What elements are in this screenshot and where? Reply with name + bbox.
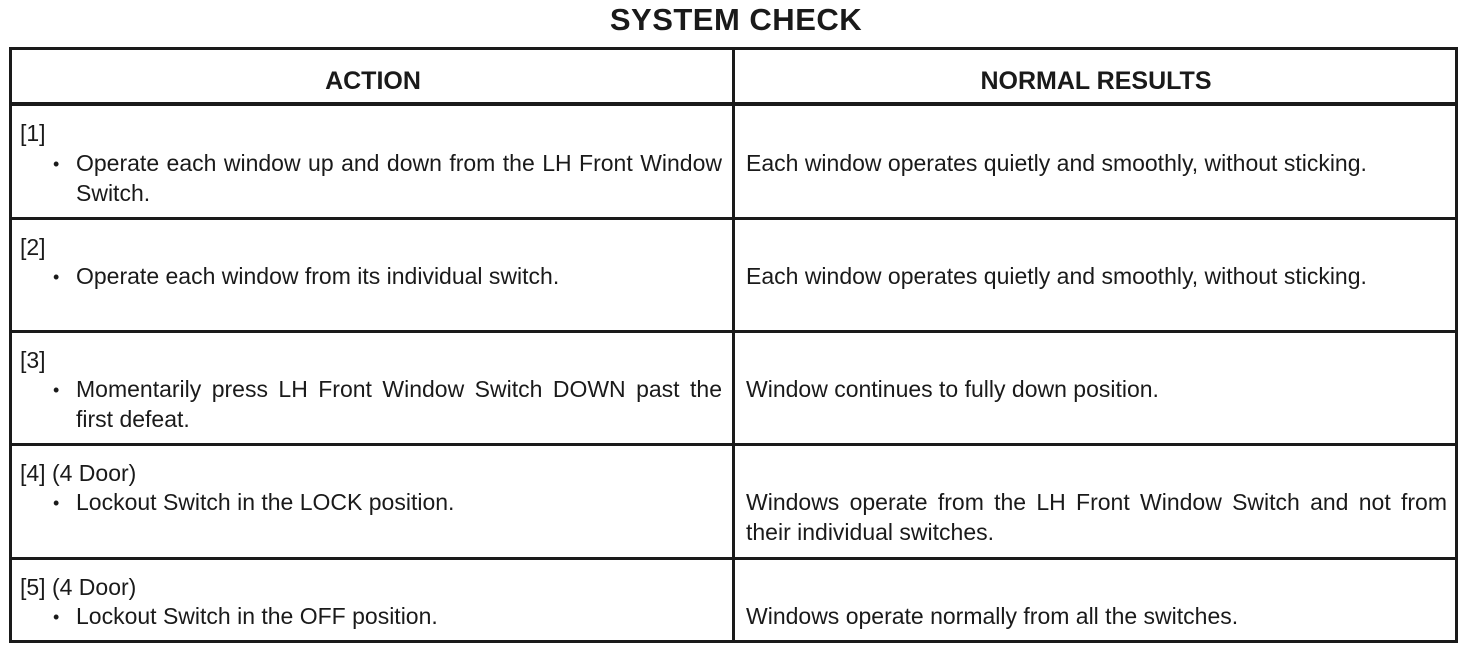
bullet-icon: • <box>53 493 60 513</box>
column-header-action: ACTION <box>325 67 421 95</box>
result-text: Windows operate normally from all the switches. <box>746 603 1239 629</box>
bullet-icon: • <box>53 154 60 174</box>
step-label: [1] <box>20 120 46 146</box>
result-text: Window continues to fully down position. <box>746 376 1159 402</box>
step-label: [5] (4 Door) <box>20 574 137 600</box>
table-row-2 <box>12 220 1455 333</box>
step-label: [2] <box>20 234 46 260</box>
bullet-icon: • <box>53 607 60 627</box>
column-header-normal-results: NORMAL RESULTS <box>980 67 1212 95</box>
action-text: Lockout Switch in the OFF position. <box>76 603 438 629</box>
result-text: Each window operates quietly and smoothly, without sticking. <box>746 150 1367 176</box>
table-row-5 <box>12 560 1455 640</box>
action-text: Momentarily press LH Front Window Switch DOWN past the first defeat. <box>76 376 722 432</box>
system-check-table <box>9 47 1458 643</box>
action-text: Lockout Switch in the LOCK position. <box>76 489 455 515</box>
result-text: Each window operates quietly and smoothly, without sticking. <box>746 263 1367 289</box>
action-text: Operate each window up and down from the LH Front Window Switch. <box>76 150 722 206</box>
table-row-1 <box>12 106 1455 220</box>
table-row-3 <box>12 333 1455 446</box>
step-label: [4] (4 Door) <box>20 460 137 486</box>
step-label: [3] <box>20 347 46 373</box>
result-text: Windows operate from the LH Front Window Switch and not from their individual switches. <box>746 489 1447 545</box>
table-row-4 <box>12 446 1455 560</box>
page-title: SYSTEM CHECK <box>609 2 863 37</box>
bullet-icon: • <box>53 267 60 287</box>
action-text: Operate each window from its individual switch. <box>76 263 560 289</box>
bullet-icon: • <box>53 380 60 400</box>
